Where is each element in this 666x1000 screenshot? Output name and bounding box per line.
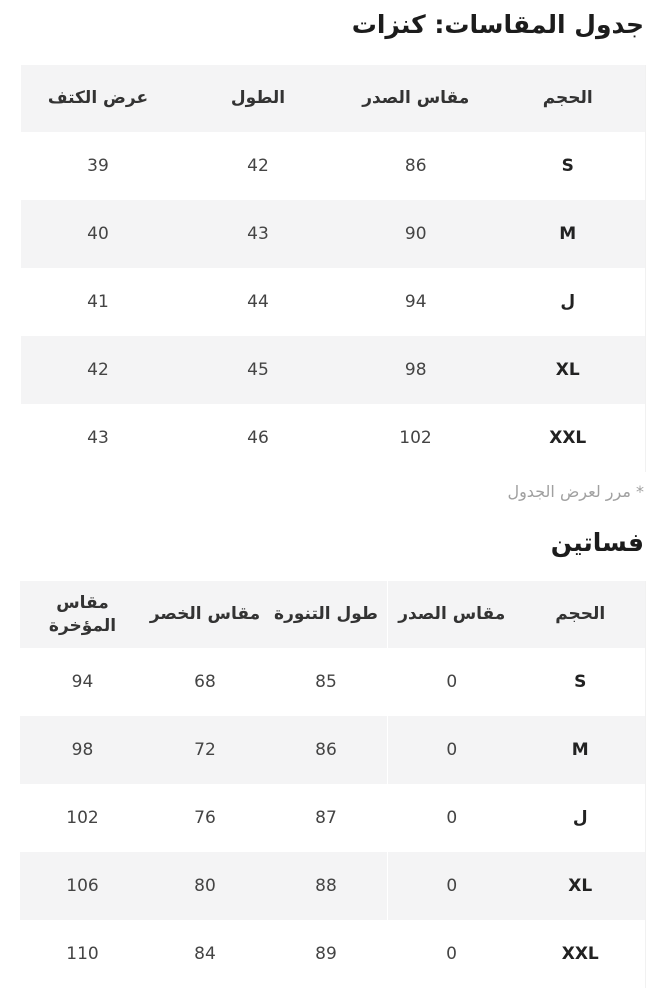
skirt-length-cell: 85 <box>315 672 337 692</box>
table-header-row <box>20 581 645 648</box>
table-row <box>20 784 645 852</box>
chest-cell: 102 <box>399 428 432 448</box>
header-chest: مقاس الصدر <box>362 88 470 109</box>
length-cell: 42 <box>247 156 269 176</box>
table-row <box>21 200 646 268</box>
size-cell: XL <box>568 876 593 896</box>
chest-cell: 90 <box>404 224 427 244</box>
size-cell: M <box>559 224 577 244</box>
size-cell: S <box>574 672 587 692</box>
waist-cell: 84 <box>194 944 216 964</box>
header-shoulder-width: عرض الكتف <box>47 88 149 109</box>
length-cell: 46 <box>247 428 269 448</box>
dresses-size-table[interactable] <box>20 581 646 988</box>
header-length: الطول <box>230 88 286 109</box>
length-cell: 43 <box>247 224 269 244</box>
shoulder-cell: 39 <box>87 156 109 176</box>
tops-size-chart-title: جدول المقاسات: كنزات <box>351 10 644 39</box>
dresses-section-title: فساتين <box>550 528 644 557</box>
shoulder-cell: 43 <box>87 428 109 448</box>
size-cell: ل <box>560 292 576 312</box>
table-row <box>20 852 645 920</box>
table-row <box>21 132 646 200</box>
waist-cell: 68 <box>194 672 216 692</box>
size-cell: XXL <box>549 428 587 448</box>
shoulder-cell: 42 <box>87 360 109 380</box>
header-hip: مقاس المؤخرة <box>48 593 117 636</box>
chest-cell: 94 <box>404 292 427 312</box>
chest-cell: 86 <box>404 156 427 176</box>
waist-cell: 76 <box>194 808 216 828</box>
hip-cell: 94 <box>71 672 94 692</box>
size-cell: S <box>561 156 574 176</box>
skirt-length-cell: 87 <box>315 808 337 828</box>
header-chest: مقاس الصدر <box>398 604 506 625</box>
table-row <box>20 920 645 988</box>
table-row <box>21 336 646 404</box>
skirt-length-cell: 88 <box>315 876 337 896</box>
waist-cell: 80 <box>194 876 216 896</box>
chest-cell: 0 <box>446 672 458 692</box>
shoulder-cell: 41 <box>87 292 109 312</box>
scroll-hint-note: * مرر لعرض الجدول <box>507 482 644 501</box>
length-cell: 45 <box>247 360 269 380</box>
hip-cell: 102 <box>66 808 99 828</box>
size-cell: XL <box>555 360 580 380</box>
hip-cell: 110 <box>66 944 99 964</box>
chest-cell: 0 <box>446 876 458 896</box>
table-row <box>21 404 646 472</box>
waist-cell: 72 <box>194 740 216 760</box>
chest-cell: 0 <box>446 808 458 828</box>
table-row <box>21 268 646 336</box>
header-size: الحجم <box>542 88 593 109</box>
hip-cell: 98 <box>71 740 94 760</box>
hip-cell: 106 <box>66 876 99 896</box>
shoulder-cell: 40 <box>87 224 109 244</box>
tops-size-table[interactable] <box>20 65 646 472</box>
table-header-row <box>21 65 646 132</box>
chest-cell: 0 <box>446 944 457 964</box>
header-skirt-length: طول التنورة <box>274 604 378 625</box>
header-waist: مقاس الخصر <box>149 604 261 625</box>
size-cell: ل <box>572 808 588 828</box>
chest-cell: 98 <box>404 360 427 380</box>
skirt-length-cell: 86 <box>315 740 337 760</box>
size-cell: XXL <box>561 944 599 964</box>
length-cell: 44 <box>247 292 269 312</box>
table-row <box>20 648 645 716</box>
skirt-length-cell: 89 <box>315 944 337 964</box>
chest-cell: 0 <box>446 740 458 760</box>
header-size: الحجم <box>555 604 606 625</box>
size-cell: M <box>571 740 589 760</box>
table-row <box>20 716 645 784</box>
